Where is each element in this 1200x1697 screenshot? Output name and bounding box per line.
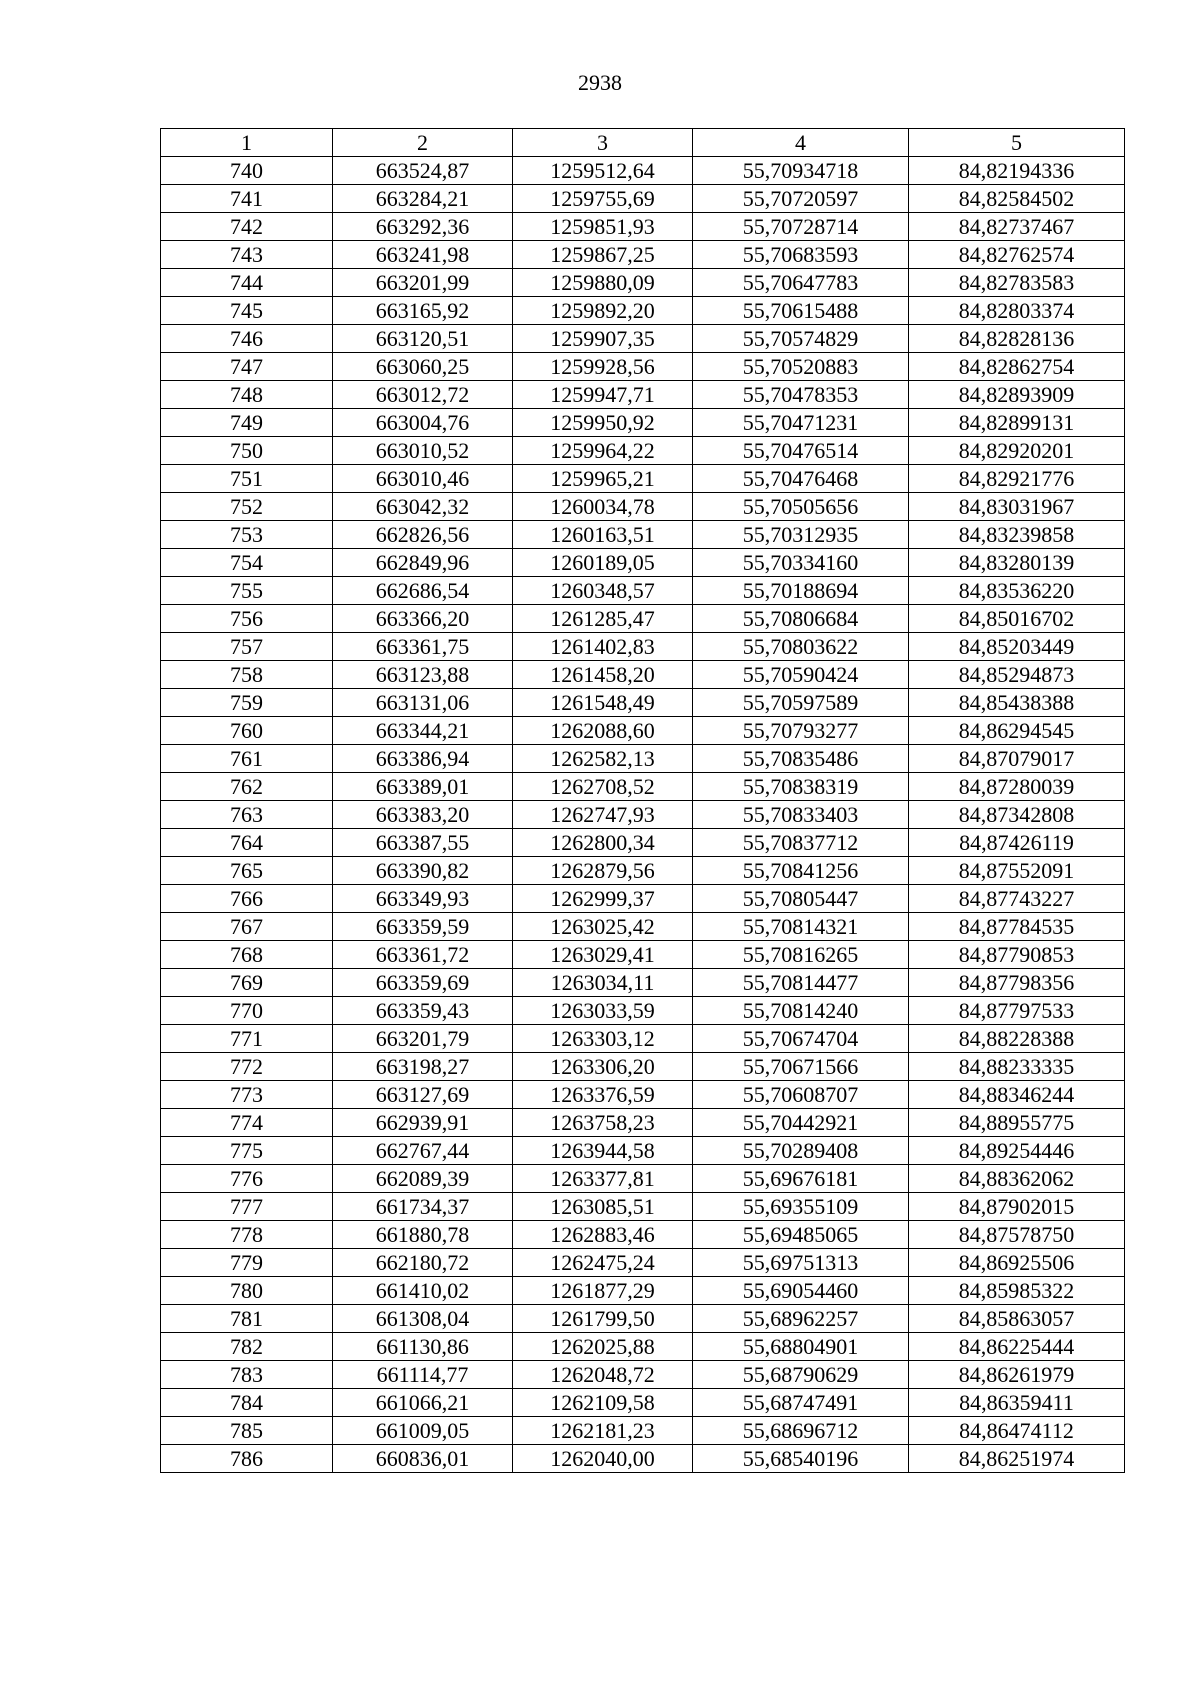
point-number-cell: 763 [161, 801, 333, 829]
table-row [161, 157, 1125, 185]
point-number-cell: 761 [161, 745, 333, 773]
x-coordinate-cell: 662826,56 [333, 521, 513, 549]
latitude-cell: 55,70647783 [693, 269, 909, 297]
table-row [161, 1081, 1125, 1109]
x-coordinate-cell: 662849,96 [333, 549, 513, 577]
latitude-cell: 55,70805447 [693, 885, 909, 913]
y-coordinate-cell: 1263758,23 [513, 1109, 693, 1137]
y-coordinate-cell: 1263306,20 [513, 1053, 693, 1081]
table-row [161, 829, 1125, 857]
x-coordinate-cell: 663123,88 [333, 661, 513, 689]
longitude-cell: 84,86225444 [909, 1333, 1125, 1361]
x-coordinate-cell: 661880,78 [333, 1221, 513, 1249]
column-header-5: 5 [909, 129, 1125, 157]
table-row [161, 717, 1125, 745]
y-coordinate-cell: 1262048,72 [513, 1361, 693, 1389]
longitude-cell: 84,85863057 [909, 1305, 1125, 1333]
point-number-cell: 745 [161, 297, 333, 325]
point-number-cell: 768 [161, 941, 333, 969]
longitude-cell: 84,86359411 [909, 1389, 1125, 1417]
latitude-cell: 55,68540196 [693, 1445, 909, 1473]
table-row [161, 353, 1125, 381]
x-coordinate-cell: 663120,51 [333, 325, 513, 353]
longitude-cell: 84,87797533 [909, 997, 1125, 1025]
x-coordinate-cell: 663012,72 [333, 381, 513, 409]
x-coordinate-cell: 661410,02 [333, 1277, 513, 1305]
table-row [161, 577, 1125, 605]
point-number-cell: 758 [161, 661, 333, 689]
y-coordinate-cell: 1260189,05 [513, 549, 693, 577]
x-coordinate-cell: 663127,69 [333, 1081, 513, 1109]
y-coordinate-cell: 1259880,09 [513, 269, 693, 297]
y-coordinate-cell: 1260348,57 [513, 577, 693, 605]
y-coordinate-cell: 1260034,78 [513, 493, 693, 521]
y-coordinate-cell: 1262025,88 [513, 1333, 693, 1361]
x-coordinate-cell: 663359,59 [333, 913, 513, 941]
longitude-cell: 84,89254446 [909, 1137, 1125, 1165]
table-row [161, 745, 1125, 773]
latitude-cell: 55,70674704 [693, 1025, 909, 1053]
latitude-cell: 55,68804901 [693, 1333, 909, 1361]
longitude-cell: 84,87342808 [909, 801, 1125, 829]
longitude-cell: 84,86261979 [909, 1361, 1125, 1389]
y-coordinate-cell: 1259867,25 [513, 241, 693, 269]
latitude-cell: 55,70841256 [693, 857, 909, 885]
table-row [161, 801, 1125, 829]
table-row [161, 241, 1125, 269]
table-row [161, 605, 1125, 633]
longitude-cell: 84,87798356 [909, 969, 1125, 997]
point-number-cell: 751 [161, 465, 333, 493]
longitude-cell: 84,82893909 [909, 381, 1125, 409]
point-number-cell: 776 [161, 1165, 333, 1193]
y-coordinate-cell: 1259928,56 [513, 353, 693, 381]
x-coordinate-cell: 661009,05 [333, 1417, 513, 1445]
point-number-cell: 785 [161, 1417, 333, 1445]
y-coordinate-cell: 1263029,41 [513, 941, 693, 969]
y-coordinate-cell: 1263376,59 [513, 1081, 693, 1109]
y-coordinate-cell: 1262088,60 [513, 717, 693, 745]
table-header-row [161, 129, 1125, 157]
longitude-cell: 84,83239858 [909, 521, 1125, 549]
latitude-cell: 55,70814240 [693, 997, 909, 1025]
column-header-4: 4 [693, 129, 909, 157]
table-row [161, 1305, 1125, 1333]
latitude-cell: 55,70833403 [693, 801, 909, 829]
x-coordinate-cell: 661308,04 [333, 1305, 513, 1333]
y-coordinate-cell: 1259964,22 [513, 437, 693, 465]
longitude-cell: 84,82920201 [909, 437, 1125, 465]
y-coordinate-cell: 1262708,52 [513, 773, 693, 801]
point-number-cell: 779 [161, 1249, 333, 1277]
longitude-cell: 84,86294545 [909, 717, 1125, 745]
x-coordinate-cell: 661734,37 [333, 1193, 513, 1221]
y-coordinate-cell: 1261285,47 [513, 605, 693, 633]
y-coordinate-cell: 1262999,37 [513, 885, 693, 913]
latitude-cell: 55,70574829 [693, 325, 909, 353]
table-row [161, 1417, 1125, 1445]
table-row [161, 913, 1125, 941]
longitude-cell: 84,87426119 [909, 829, 1125, 857]
x-coordinate-cell: 663387,55 [333, 829, 513, 857]
y-coordinate-cell: 1260163,51 [513, 521, 693, 549]
x-coordinate-cell: 663284,21 [333, 185, 513, 213]
latitude-cell: 55,70803622 [693, 633, 909, 661]
latitude-cell: 55,70934718 [693, 157, 909, 185]
table-row [161, 465, 1125, 493]
x-coordinate-cell: 663042,32 [333, 493, 513, 521]
longitude-cell: 84,87790853 [909, 941, 1125, 969]
point-number-cell: 759 [161, 689, 333, 717]
x-coordinate-cell: 663389,01 [333, 773, 513, 801]
longitude-cell: 84,83280139 [909, 549, 1125, 577]
x-coordinate-cell: 663361,72 [333, 941, 513, 969]
table-row [161, 969, 1125, 997]
latitude-cell: 55,70334160 [693, 549, 909, 577]
longitude-cell: 84,85438388 [909, 689, 1125, 717]
y-coordinate-cell: 1261458,20 [513, 661, 693, 689]
point-number-cell: 765 [161, 857, 333, 885]
latitude-cell: 55,69676181 [693, 1165, 909, 1193]
latitude-cell: 55,70814321 [693, 913, 909, 941]
table-row [161, 857, 1125, 885]
latitude-cell: 55,70806684 [693, 605, 909, 633]
latitude-cell: 55,70597589 [693, 689, 909, 717]
table-row [161, 437, 1125, 465]
x-coordinate-cell: 663201,79 [333, 1025, 513, 1053]
x-coordinate-cell: 663359,69 [333, 969, 513, 997]
latitude-cell: 55,70720597 [693, 185, 909, 213]
point-number-cell: 750 [161, 437, 333, 465]
point-number-cell: 781 [161, 1305, 333, 1333]
point-number-cell: 769 [161, 969, 333, 997]
table-row [161, 1445, 1125, 1473]
x-coordinate-cell: 663131,06 [333, 689, 513, 717]
y-coordinate-cell: 1262800,34 [513, 829, 693, 857]
x-coordinate-cell: 663361,75 [333, 633, 513, 661]
y-coordinate-cell: 1263377,81 [513, 1165, 693, 1193]
table-row [161, 409, 1125, 437]
x-coordinate-cell: 661066,21 [333, 1389, 513, 1417]
table-row [161, 213, 1125, 241]
longitude-cell: 84,87902015 [909, 1193, 1125, 1221]
point-number-cell: 762 [161, 773, 333, 801]
latitude-cell: 55,70671566 [693, 1053, 909, 1081]
x-coordinate-cell: 662686,54 [333, 577, 513, 605]
longitude-cell: 84,82828136 [909, 325, 1125, 353]
longitude-cell: 84,87743227 [909, 885, 1125, 913]
longitude-cell: 84,86925506 [909, 1249, 1125, 1277]
longitude-cell: 84,82862754 [909, 353, 1125, 381]
y-coordinate-cell: 1261799,50 [513, 1305, 693, 1333]
x-coordinate-cell: 661130,86 [333, 1333, 513, 1361]
latitude-cell: 55,68747491 [693, 1389, 909, 1417]
latitude-cell: 55,70590424 [693, 661, 909, 689]
point-number-cell: 753 [161, 521, 333, 549]
table-row [161, 1361, 1125, 1389]
table-row [161, 1137, 1125, 1165]
y-coordinate-cell: 1262883,46 [513, 1221, 693, 1249]
y-coordinate-cell: 1263303,12 [513, 1025, 693, 1053]
x-coordinate-cell: 663165,92 [333, 297, 513, 325]
point-number-cell: 760 [161, 717, 333, 745]
column-header-1: 1 [161, 129, 333, 157]
x-coordinate-cell: 662939,91 [333, 1109, 513, 1137]
y-coordinate-cell: 1261548,49 [513, 689, 693, 717]
point-number-cell: 756 [161, 605, 333, 633]
longitude-cell: 84,82737467 [909, 213, 1125, 241]
point-number-cell: 774 [161, 1109, 333, 1137]
longitude-cell: 84,87552091 [909, 857, 1125, 885]
x-coordinate-cell: 663383,20 [333, 801, 513, 829]
y-coordinate-cell: 1259755,69 [513, 185, 693, 213]
point-number-cell: 778 [161, 1221, 333, 1249]
y-coordinate-cell: 1262582,13 [513, 745, 693, 773]
point-number-cell: 770 [161, 997, 333, 1025]
table-row [161, 325, 1125, 353]
point-number-cell: 743 [161, 241, 333, 269]
table-row [161, 773, 1125, 801]
table-row [161, 381, 1125, 409]
latitude-cell: 55,70837712 [693, 829, 909, 857]
x-coordinate-cell: 663344,21 [333, 717, 513, 745]
table-row [161, 1053, 1125, 1081]
latitude-cell: 55,70615488 [693, 297, 909, 325]
table-body [161, 157, 1125, 1473]
point-number-cell: 766 [161, 885, 333, 913]
table-row [161, 661, 1125, 689]
latitude-cell: 55,70520883 [693, 353, 909, 381]
point-number-cell: 752 [161, 493, 333, 521]
table-row [161, 1025, 1125, 1053]
latitude-cell: 55,68962257 [693, 1305, 909, 1333]
y-coordinate-cell: 1262109,58 [513, 1389, 693, 1417]
longitude-cell: 84,82899131 [909, 409, 1125, 437]
latitude-cell: 55,70683593 [693, 241, 909, 269]
table-row [161, 1389, 1125, 1417]
table-row [161, 997, 1125, 1025]
point-number-cell: 749 [161, 409, 333, 437]
y-coordinate-cell: 1261402,83 [513, 633, 693, 661]
table-row [161, 1221, 1125, 1249]
x-coordinate-cell: 663198,27 [333, 1053, 513, 1081]
point-number-cell: 757 [161, 633, 333, 661]
point-number-cell: 775 [161, 1137, 333, 1165]
longitude-cell: 84,87578750 [909, 1221, 1125, 1249]
table-row [161, 493, 1125, 521]
y-coordinate-cell: 1263025,42 [513, 913, 693, 941]
point-number-cell: 764 [161, 829, 333, 857]
longitude-cell: 84,85294873 [909, 661, 1125, 689]
latitude-cell: 55,68790629 [693, 1361, 909, 1389]
point-number-cell: 786 [161, 1445, 333, 1473]
y-coordinate-cell: 1259965,21 [513, 465, 693, 493]
longitude-cell: 84,82194336 [909, 157, 1125, 185]
y-coordinate-cell: 1261877,29 [513, 1277, 693, 1305]
x-coordinate-cell: 663390,82 [333, 857, 513, 885]
point-number-cell: 777 [161, 1193, 333, 1221]
table-row [161, 269, 1125, 297]
x-coordinate-cell: 663524,87 [333, 157, 513, 185]
y-coordinate-cell: 1262747,93 [513, 801, 693, 829]
x-coordinate-cell: 662767,44 [333, 1137, 513, 1165]
point-number-cell: 754 [161, 549, 333, 577]
column-header-3: 3 [513, 129, 693, 157]
longitude-cell: 84,88228388 [909, 1025, 1125, 1053]
table-row [161, 1193, 1125, 1221]
y-coordinate-cell: 1262475,24 [513, 1249, 693, 1277]
table-row [161, 689, 1125, 717]
latitude-cell: 55,70835486 [693, 745, 909, 773]
y-coordinate-cell: 1263033,59 [513, 997, 693, 1025]
longitude-cell: 84,85985322 [909, 1277, 1125, 1305]
latitude-cell: 55,70471231 [693, 409, 909, 437]
latitude-cell: 55,70476468 [693, 465, 909, 493]
longitude-cell: 84,83031967 [909, 493, 1125, 521]
table-row [161, 885, 1125, 913]
x-coordinate-cell: 663386,94 [333, 745, 513, 773]
table-row [161, 1109, 1125, 1137]
latitude-cell: 55,70814477 [693, 969, 909, 997]
latitude-cell: 55,70442921 [693, 1109, 909, 1137]
table-row [161, 549, 1125, 577]
y-coordinate-cell: 1262181,23 [513, 1417, 693, 1445]
point-number-cell: 740 [161, 157, 333, 185]
latitude-cell: 55,70608707 [693, 1081, 909, 1109]
latitude-cell: 55,70505656 [693, 493, 909, 521]
longitude-cell: 84,87784535 [909, 913, 1125, 941]
latitude-cell: 55,69485065 [693, 1221, 909, 1249]
longitude-cell: 84,82783583 [909, 269, 1125, 297]
x-coordinate-cell: 663349,93 [333, 885, 513, 913]
latitude-cell: 55,70816265 [693, 941, 909, 969]
y-coordinate-cell: 1263034,11 [513, 969, 693, 997]
point-number-cell: 742 [161, 213, 333, 241]
x-coordinate-cell: 663010,46 [333, 465, 513, 493]
latitude-cell: 55,69054460 [693, 1277, 909, 1305]
x-coordinate-cell: 663366,20 [333, 605, 513, 633]
longitude-cell: 84,86251974 [909, 1445, 1125, 1473]
point-number-cell: 744 [161, 269, 333, 297]
y-coordinate-cell: 1259892,20 [513, 297, 693, 325]
y-coordinate-cell: 1263085,51 [513, 1193, 693, 1221]
latitude-cell: 55,70312935 [693, 521, 909, 549]
longitude-cell: 84,85203449 [909, 633, 1125, 661]
longitude-cell: 84,82921776 [909, 465, 1125, 493]
latitude-cell: 55,70838319 [693, 773, 909, 801]
point-number-cell: 772 [161, 1053, 333, 1081]
longitude-cell: 84,82762574 [909, 241, 1125, 269]
y-coordinate-cell: 1263944,58 [513, 1137, 693, 1165]
latitude-cell: 55,70793277 [693, 717, 909, 745]
latitude-cell: 55,70188694 [693, 577, 909, 605]
point-number-cell: 741 [161, 185, 333, 213]
x-coordinate-cell: 660836,01 [333, 1445, 513, 1473]
point-number-cell: 771 [161, 1025, 333, 1053]
point-number-cell: 747 [161, 353, 333, 381]
x-coordinate-cell: 663292,36 [333, 213, 513, 241]
latitude-cell: 55,68696712 [693, 1417, 909, 1445]
point-number-cell: 767 [161, 913, 333, 941]
x-coordinate-cell: 661114,77 [333, 1361, 513, 1389]
latitude-cell: 55,69751313 [693, 1249, 909, 1277]
longitude-cell: 84,86474112 [909, 1417, 1125, 1445]
table-row [161, 941, 1125, 969]
y-coordinate-cell: 1262879,56 [513, 857, 693, 885]
x-coordinate-cell: 663241,98 [333, 241, 513, 269]
point-number-cell: 773 [161, 1081, 333, 1109]
x-coordinate-cell: 663359,43 [333, 997, 513, 1025]
latitude-cell: 55,70728714 [693, 213, 909, 241]
longitude-cell: 84,88955775 [909, 1109, 1125, 1137]
table-row [161, 521, 1125, 549]
table-row [161, 185, 1125, 213]
y-coordinate-cell: 1262040,00 [513, 1445, 693, 1473]
y-coordinate-cell: 1259950,92 [513, 409, 693, 437]
point-number-cell: 780 [161, 1277, 333, 1305]
x-coordinate-cell: 663010,52 [333, 437, 513, 465]
x-coordinate-cell: 663201,99 [333, 269, 513, 297]
page-number: 2938 [578, 70, 622, 95]
table-row [161, 633, 1125, 661]
point-number-cell: 782 [161, 1333, 333, 1361]
table-row [161, 1277, 1125, 1305]
latitude-cell: 55,69355109 [693, 1193, 909, 1221]
y-coordinate-cell: 1259512,64 [513, 157, 693, 185]
table-row [161, 297, 1125, 325]
longitude-cell: 84,88346244 [909, 1081, 1125, 1109]
latitude-cell: 55,70289408 [693, 1137, 909, 1165]
point-number-cell: 784 [161, 1389, 333, 1417]
longitude-cell: 84,87280039 [909, 773, 1125, 801]
longitude-cell: 84,88362062 [909, 1165, 1125, 1193]
y-coordinate-cell: 1259851,93 [513, 213, 693, 241]
longitude-cell: 84,82803374 [909, 297, 1125, 325]
table-row [161, 1165, 1125, 1193]
latitude-cell: 55,70476514 [693, 437, 909, 465]
point-number-cell: 748 [161, 381, 333, 409]
longitude-cell: 84,87079017 [909, 745, 1125, 773]
x-coordinate-cell: 662089,39 [333, 1165, 513, 1193]
x-coordinate-cell: 663004,76 [333, 409, 513, 437]
y-coordinate-cell: 1259947,71 [513, 381, 693, 409]
table-row [161, 1333, 1125, 1361]
longitude-cell: 84,82584502 [909, 185, 1125, 213]
longitude-cell: 84,83536220 [909, 577, 1125, 605]
longitude-cell: 84,85016702 [909, 605, 1125, 633]
x-coordinate-cell: 663060,25 [333, 353, 513, 381]
latitude-cell: 55,70478353 [693, 381, 909, 409]
y-coordinate-cell: 1259907,35 [513, 325, 693, 353]
column-header-2: 2 [333, 129, 513, 157]
coordinates-table [160, 128, 1125, 1473]
table-row [161, 1249, 1125, 1277]
point-number-cell: 755 [161, 577, 333, 605]
point-number-cell: 783 [161, 1361, 333, 1389]
point-number-cell: 746 [161, 325, 333, 353]
longitude-cell: 84,88233335 [909, 1053, 1125, 1081]
x-coordinate-cell: 662180,72 [333, 1249, 513, 1277]
